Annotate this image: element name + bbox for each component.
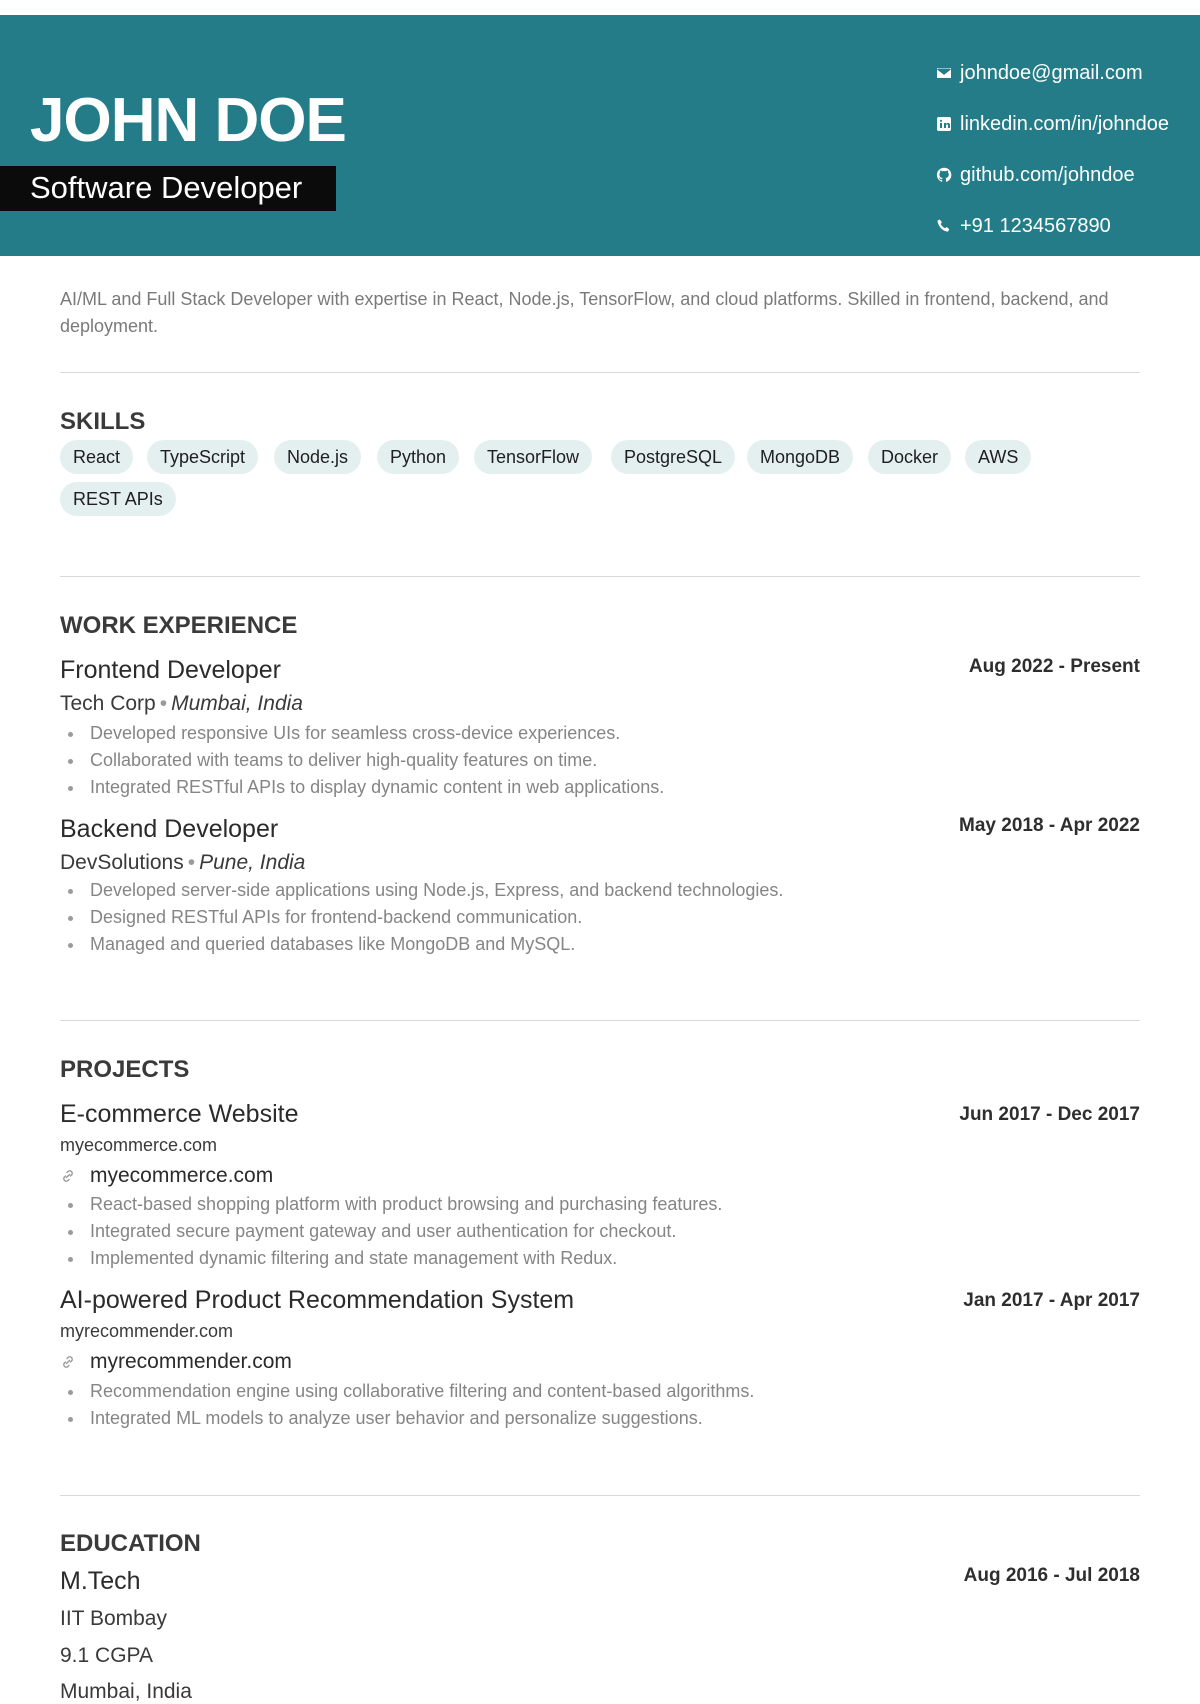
list-item: Developed server-side applications using Node.js, Express, and backend technologies. bbox=[60, 877, 1060, 904]
project-date: Jan 2017 - Apr 2017 bbox=[963, 1290, 1140, 1311]
project-url: myecommerce.com bbox=[60, 1135, 218, 1155]
contact-github-text: github.com/johndoe bbox=[960, 163, 1135, 186]
job-company-line bbox=[60, 692, 303, 716]
project-bullets bbox=[60, 1378, 1060, 1432]
job-bullets bbox=[60, 877, 1060, 958]
list-item: Implemented dynamic filtering and state management with Redux. bbox=[60, 1245, 1060, 1272]
separator-dot: • bbox=[187, 851, 196, 874]
skill-chip: REST APIs bbox=[60, 482, 176, 516]
experience-heading: WORK EXPERIENCE bbox=[60, 612, 298, 639]
phone-icon bbox=[936, 218, 952, 234]
job-company-line bbox=[60, 851, 305, 875]
list-item: Recommendation engine using collaborative filtering and content-based algorithms. bbox=[60, 1378, 1060, 1405]
list-item: Designed RESTful APIs for frontend-backend communication. bbox=[60, 904, 1060, 931]
section-divider bbox=[60, 1020, 1140, 1021]
job-title: Backend Developer bbox=[60, 815, 279, 843]
project-title: E-commerce Website bbox=[60, 1100, 299, 1128]
project-url: myrecommender.com bbox=[60, 1321, 234, 1341]
contact-email-text: johndoe@gmail.com bbox=[960, 61, 1143, 84]
skill-chip: Node.js bbox=[274, 440, 361, 474]
job-company: Tech Corp bbox=[60, 692, 156, 715]
skill-chip: MongoDB bbox=[747, 440, 853, 474]
education-school: IIT Bombay bbox=[60, 1607, 167, 1630]
education-heading: EDUCATION bbox=[60, 1530, 201, 1557]
header-banner bbox=[0, 15, 1200, 256]
project-title: AI-powered Product Recommendation System bbox=[60, 1286, 575, 1314]
job-location: Mumbai, India bbox=[171, 692, 303, 715]
job-date: May 2018 - Apr 2022 bbox=[959, 815, 1140, 836]
section-divider bbox=[60, 1495, 1140, 1496]
projects-heading: PROJECTS bbox=[60, 1056, 190, 1083]
skill-chip: Python bbox=[377, 440, 459, 474]
skill-chip: TensorFlow bbox=[474, 440, 592, 474]
list-item: Integrated ML models to analyze user behavior and personalize suggestions. bbox=[60, 1405, 1060, 1432]
project-bullets bbox=[60, 1191, 1060, 1272]
list-item: Managed and queried databases like MongoDB and MySQL. bbox=[60, 931, 1060, 958]
education-score: 9.1 CGPA bbox=[60, 1644, 153, 1667]
candidate-name: JOHN DOE bbox=[30, 86, 346, 155]
separator-dot: • bbox=[159, 692, 168, 715]
project-link-text: myrecommender.com bbox=[90, 1350, 292, 1373]
skills-heading: SKILLS bbox=[60, 408, 146, 435]
contact-phone-text: +91 1234567890 bbox=[960, 214, 1111, 237]
contact-email[interactable] bbox=[936, 58, 1143, 88]
skill-chip: TypeScript bbox=[147, 440, 258, 474]
skill-chip: React bbox=[60, 440, 133, 474]
skill-chip: Docker bbox=[868, 440, 951, 474]
section-divider bbox=[60, 576, 1140, 577]
section-divider bbox=[60, 372, 1140, 373]
contact-phone[interactable] bbox=[936, 211, 1111, 241]
role-bar bbox=[0, 166, 336, 211]
education-location: Mumbai, India bbox=[60, 1680, 192, 1703]
project-link[interactable] bbox=[60, 1162, 273, 1190]
contact-github[interactable] bbox=[936, 160, 1135, 190]
list-item: Integrated secure payment gateway and user authentication for checkout. bbox=[60, 1218, 1060, 1245]
contact-linkedin[interactable] bbox=[936, 109, 1169, 139]
github-icon bbox=[936, 167, 952, 183]
project-link[interactable] bbox=[60, 1348, 292, 1376]
mail-icon bbox=[936, 65, 952, 81]
job-date: Aug 2022 - Present bbox=[968, 656, 1140, 677]
education-degree: M.Tech bbox=[60, 1567, 141, 1595]
contact-linkedin-text: linkedin.com/in/johndoe bbox=[960, 112, 1170, 135]
profile-summary: AI/ML and Full Stack Developer with expertise in React, Node.js, TensorFlow, and cloud platforms. Skilled in frontend, backend, and deployment. bbox=[60, 289, 1109, 336]
job-location: Pune, India bbox=[199, 851, 306, 874]
project-link-text: myecommerce.com bbox=[90, 1164, 274, 1187]
list-item: Developed responsive UIs for seamless cross-device experiences. bbox=[60, 720, 1060, 747]
skill-chip: PostgreSQL bbox=[611, 440, 735, 474]
job-company: DevSolutions bbox=[60, 851, 184, 874]
job-bullets bbox=[60, 720, 1060, 801]
education-date: Aug 2016 - Jul 2018 bbox=[963, 1565, 1140, 1586]
list-item: Collaborated with teams to deliver high-quality features on time. bbox=[60, 747, 1060, 774]
list-item: Integrated RESTful APIs to display dynamic content in web applications. bbox=[60, 774, 1060, 801]
project-date: Jun 2017 - Dec 2017 bbox=[959, 1104, 1140, 1125]
skill-chip: AWS bbox=[965, 440, 1031, 474]
link-icon bbox=[60, 1168, 76, 1184]
linkedin-icon bbox=[936, 116, 952, 132]
list-item: React-based shopping platform with product browsing and purchasing features. bbox=[60, 1191, 1060, 1218]
link-icon bbox=[60, 1354, 76, 1370]
job-title: Frontend Developer bbox=[60, 656, 281, 684]
role-title: Software Developer bbox=[30, 170, 303, 205]
